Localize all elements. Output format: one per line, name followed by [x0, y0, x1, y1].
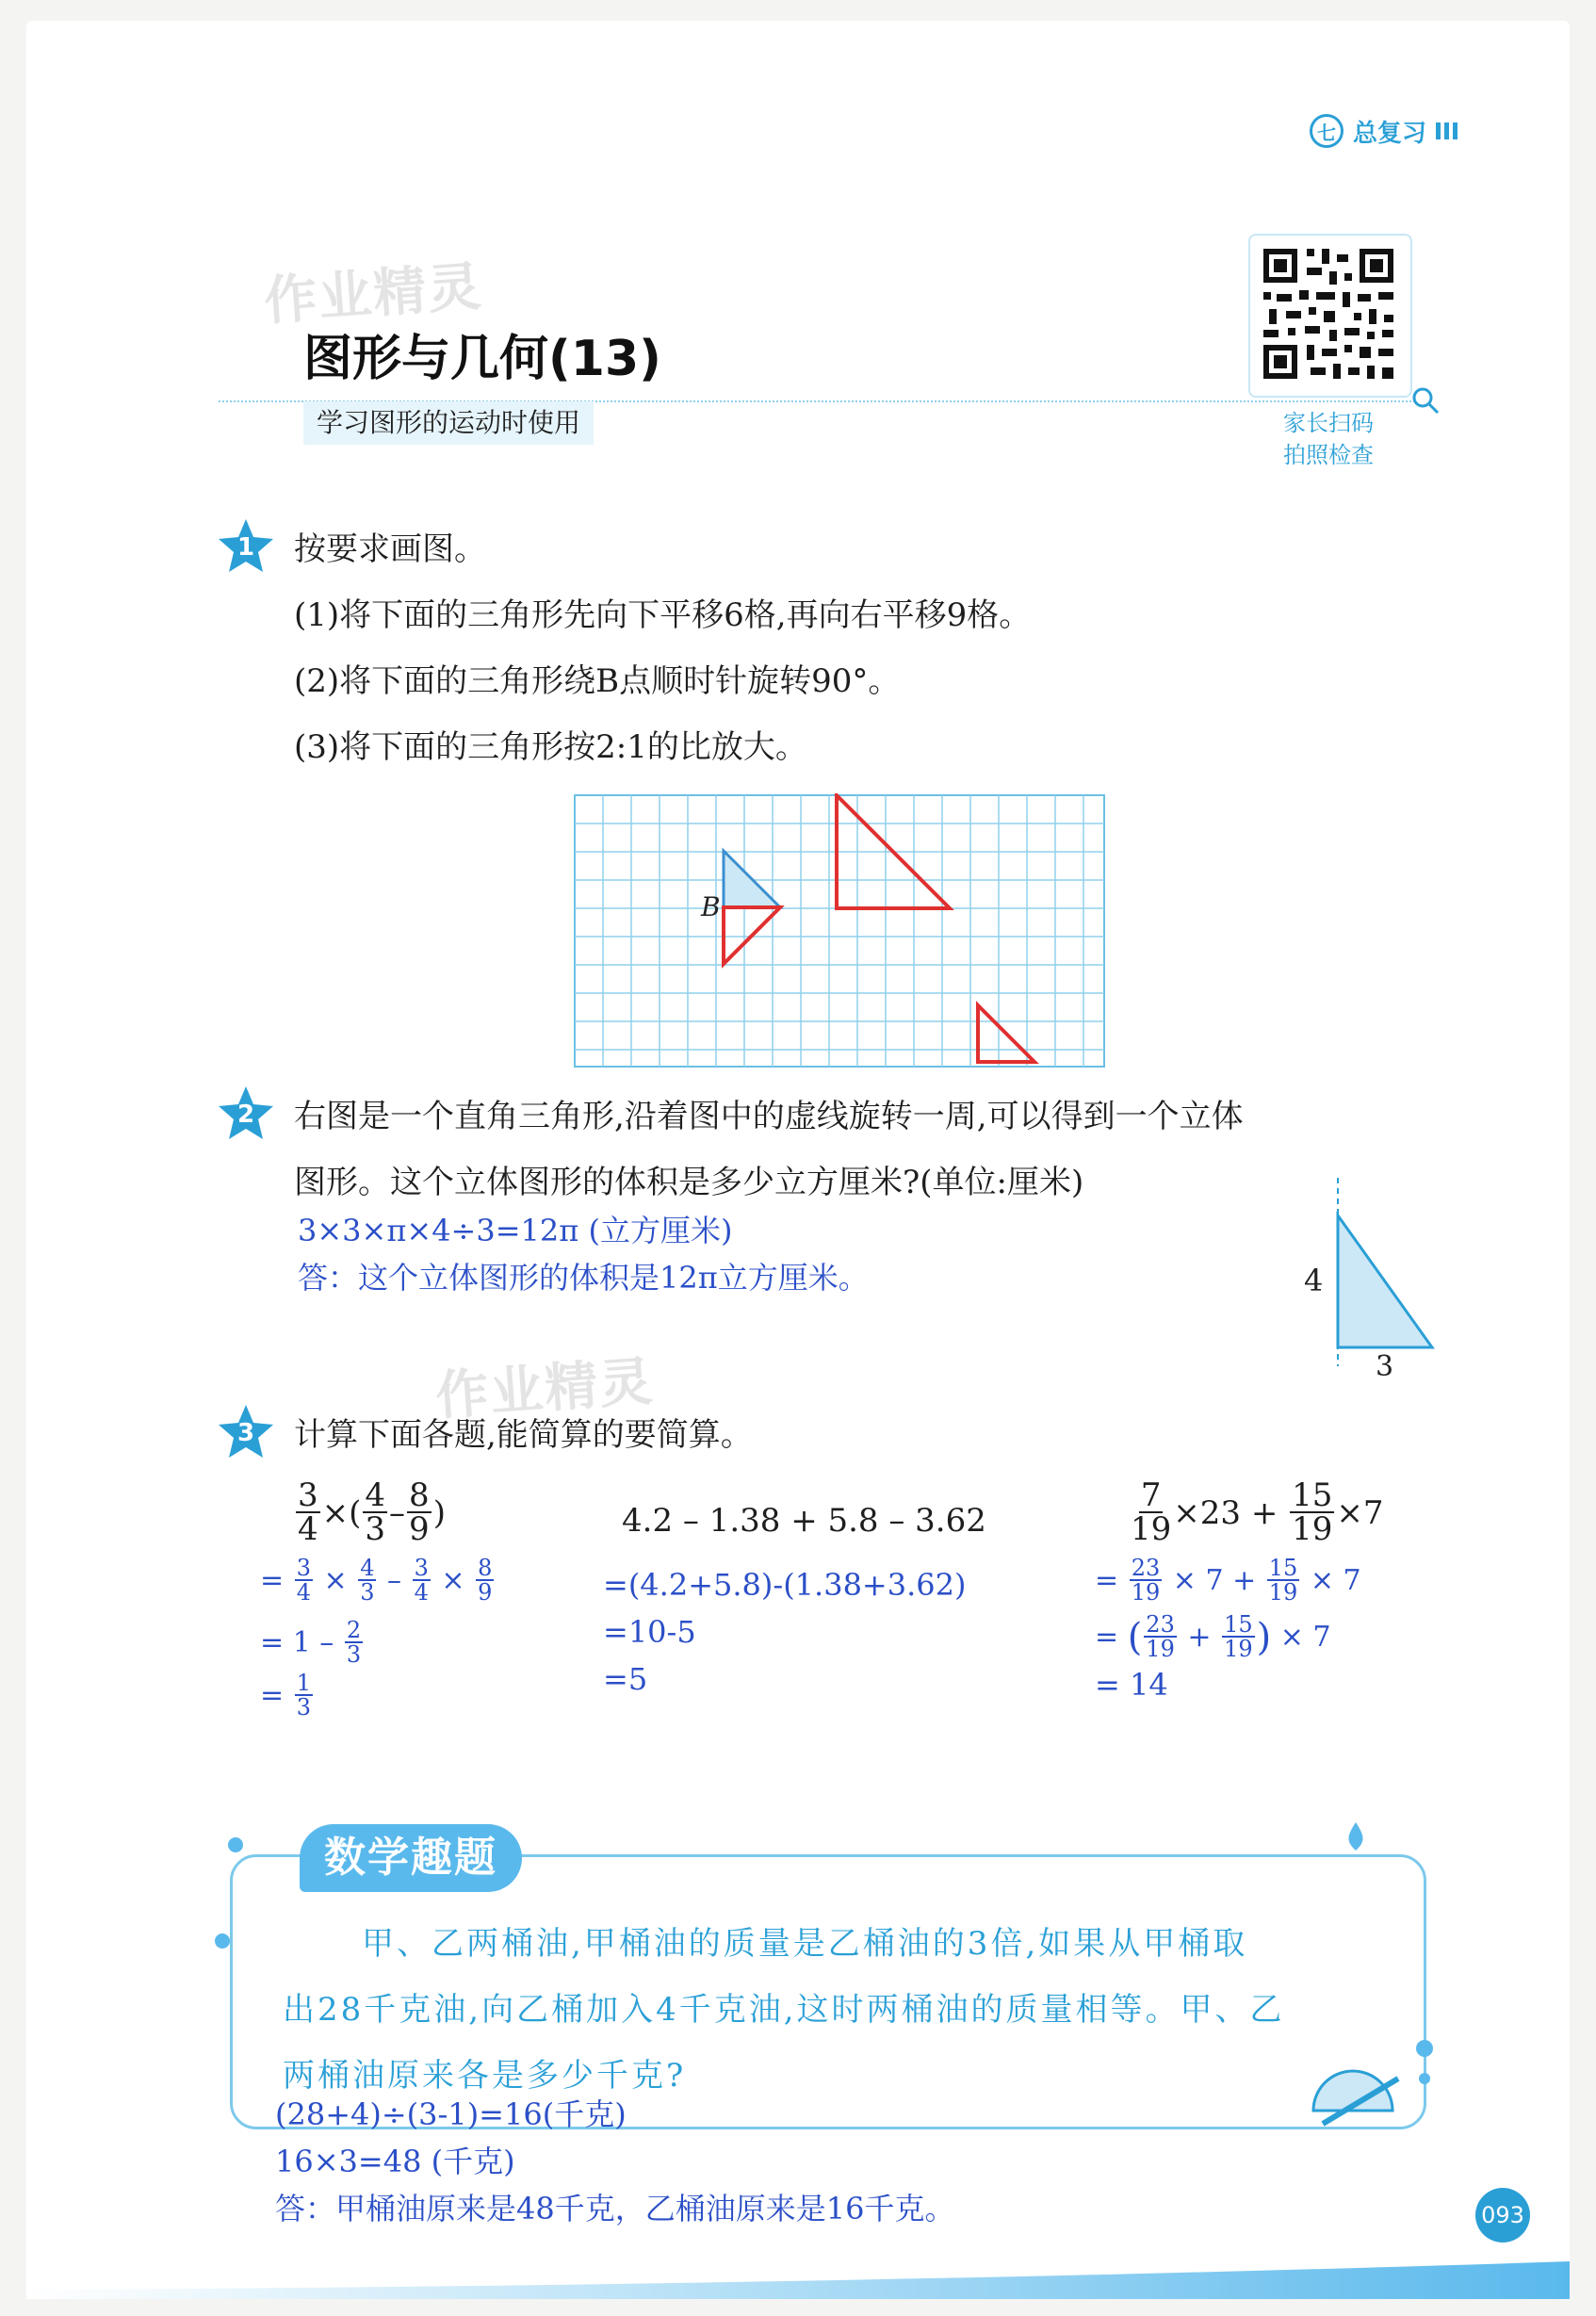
frac-num: 3: [296, 1555, 311, 1581]
q3-number: 3: [236, 1419, 255, 1447]
droplet-icon: [226, 1832, 245, 1854]
right-triangle-figure: [1293, 1178, 1443, 1385]
bottom-wave: [26, 2261, 1570, 2299]
frac-num: 15: [1292, 1476, 1333, 1514]
scan-line-2: 拍照检查: [1283, 442, 1374, 468]
section-number: 七: [1310, 114, 1344, 148]
frac-num: 4: [365, 1476, 386, 1514]
qr-code-icon: [1248, 234, 1412, 398]
section-title: 总复习: [1353, 119, 1427, 148]
frac-den: 4: [414, 1579, 429, 1606]
operator: ×: [323, 1564, 348, 1598]
fun-answer: [275, 2094, 954, 2229]
frac-den: 19: [1131, 1510, 1172, 1548]
protractor-icon: [1304, 2054, 1408, 2129]
frac-num: 23: [1146, 1611, 1175, 1638]
watermark: 作业精灵: [262, 255, 485, 334]
equals: =: [1095, 1621, 1119, 1655]
equals: =: [260, 1679, 285, 1713]
q3a-step-3: [260, 1672, 315, 1720]
frac-num: 7: [1140, 1476, 1162, 1514]
dot-icon: [213, 1932, 232, 1950]
section-tag: [1310, 111, 1458, 151]
frac-num: 23: [1131, 1555, 1161, 1581]
operator: ): [432, 1493, 446, 1532]
q2-number: 2: [236, 1101, 255, 1129]
frac-den: 19: [1268, 1579, 1298, 1606]
operator: +: [1187, 1621, 1212, 1655]
q3b-step-3: =5: [603, 1661, 648, 1697]
frac-num: 3: [414, 1555, 429, 1581]
frac-den: 19: [1146, 1636, 1175, 1662]
fun-line-2: 出28千克油,向乙桶加入4千克油,这时两桶油的质量相等。甲、乙: [283, 1991, 1285, 2029]
operator: –: [387, 1564, 402, 1598]
operator: –: [389, 1493, 406, 1532]
droplet-icon: [1342, 1820, 1370, 1852]
point-b-label: B: [701, 891, 721, 922]
q3b-step-1: =(4.2+5.8)-(1.38+3.62): [603, 1567, 967, 1603]
q3b-step-2: =10-5: [603, 1614, 696, 1650]
frac-den: 19: [1224, 1636, 1253, 1662]
q3c-expression: [1129, 1476, 1384, 1548]
page-title: 图形与几何(13): [303, 331, 661, 387]
frac-den: 3: [365, 1510, 386, 1548]
operator: ×(: [321, 1493, 362, 1532]
frac-den: 4: [296, 1579, 311, 1606]
frac-den: 3: [360, 1579, 375, 1606]
star-icon: [217, 1084, 275, 1142]
q2-line-2: 图形。这个立体图形的体积是多少立方厘米?(单位:厘米): [294, 1164, 1084, 1201]
fun-problem-text: [283, 1911, 1394, 2109]
q2-answer-1: 3×3×π×4÷3=12π (立方厘米): [298, 1213, 733, 1248]
term: 1 –: [292, 1626, 334, 1660]
frac-den: 19: [1131, 1579, 1161, 1606]
q2-line-1: 右图是一个直角三角形,沿着图中的虚线旋转一周,可以得到一个立体: [294, 1098, 1244, 1135]
grid: [575, 795, 1104, 1067]
page-subtitle: 学习图形的运动时使用: [303, 401, 594, 445]
q3-title: 计算下面各题,能简算的要简算。: [294, 1416, 753, 1454]
fun-answer-2: 16×3=48 (千克): [275, 2144, 515, 2179]
paren: ): [1256, 1615, 1272, 1659]
fun-answer-1: (28+4)÷(3-1)=16(千克): [275, 2096, 627, 2132]
frac-den: 19: [1292, 1510, 1333, 1548]
scan-line-1: 家长扫码: [1283, 410, 1374, 436]
equals: =: [260, 1626, 285, 1660]
frac-num: 15: [1224, 1611, 1253, 1638]
operator: × 7: [1279, 1621, 1331, 1655]
operator: ×7: [1336, 1493, 1384, 1532]
frac-num: 15: [1268, 1555, 1298, 1581]
frac-num: 2: [346, 1617, 362, 1643]
q3c-step-3: = 14: [1095, 1667, 1168, 1703]
fun-answer-3: 答：甲桶油原来是48千克，乙桶油原来是16千克。: [275, 2191, 955, 2226]
base-label: 3: [1376, 1350, 1394, 1383]
frac-den: 3: [346, 1641, 362, 1668]
frac-num: 3: [298, 1476, 318, 1514]
q3a-step-2: [260, 1619, 365, 1667]
star-icon: [217, 516, 275, 575]
paren: (: [1127, 1615, 1143, 1659]
watermark-2: 作业精灵: [433, 1350, 657, 1428]
search-icon: [1411, 386, 1440, 415]
equals: =: [260, 1564, 285, 1598]
q3c-step-1: [1095, 1557, 1361, 1605]
fun-line-1: 甲、乙两桶油,甲桶油的质量是乙桶油的3倍,如果从甲桶取: [362, 1925, 1248, 1963]
frac-den: 4: [298, 1510, 318, 1548]
frac-den: 9: [409, 1510, 430, 1548]
height-label: 4: [1304, 1263, 1324, 1298]
frac-num: 4: [360, 1555, 375, 1581]
q3b-expression: 4.2 – 1.38 + 5.8 – 3.62: [622, 1502, 986, 1540]
q1-number: 1: [236, 533, 255, 562]
operator: × 7 +: [1172, 1564, 1257, 1598]
frac-num: 8: [478, 1555, 493, 1581]
q1-item-1: (1)将下面的三角形先向下平移6格,再向右平移9格。: [294, 596, 1032, 634]
operator: ×: [441, 1564, 465, 1598]
dot-icon: [1413, 2035, 1436, 2092]
bars-icon: [1436, 122, 1458, 139]
page-number: 093: [1475, 2188, 1530, 2243]
frac-num: 1: [296, 1670, 311, 1696]
frac-num: 8: [409, 1476, 430, 1514]
q3a-step-1: [260, 1557, 496, 1605]
q3c-step-2: [1095, 1613, 1331, 1661]
operator: ×23 +: [1173, 1493, 1278, 1532]
q1-item-3: (3)将下面的三角形按2:1的比放大。: [294, 728, 807, 766]
equals: =: [1095, 1564, 1119, 1598]
scan-hint: [1253, 407, 1404, 471]
fun-title: 数学趣题: [300, 1824, 522, 1892]
frac-den: 3: [296, 1694, 311, 1721]
q2-answer-2: 答：这个立体图形的体积是12π立方厘米。: [298, 1260, 869, 1296]
q3a-expression: [294, 1476, 446, 1548]
fun-line-3: 两桶油原来各是多少千克?: [283, 2057, 687, 2095]
star-icon: [217, 1402, 275, 1460]
q1-title: 按要求画图。: [294, 530, 486, 568]
q1-item-2: (2)将下面的三角形绕B点顺时针旋转90°。: [294, 662, 901, 700]
triangle: [1338, 1215, 1432, 1347]
frac-den: 9: [478, 1579, 493, 1606]
grid-figure: [573, 793, 1106, 1068]
operator: × 7: [1310, 1564, 1361, 1598]
